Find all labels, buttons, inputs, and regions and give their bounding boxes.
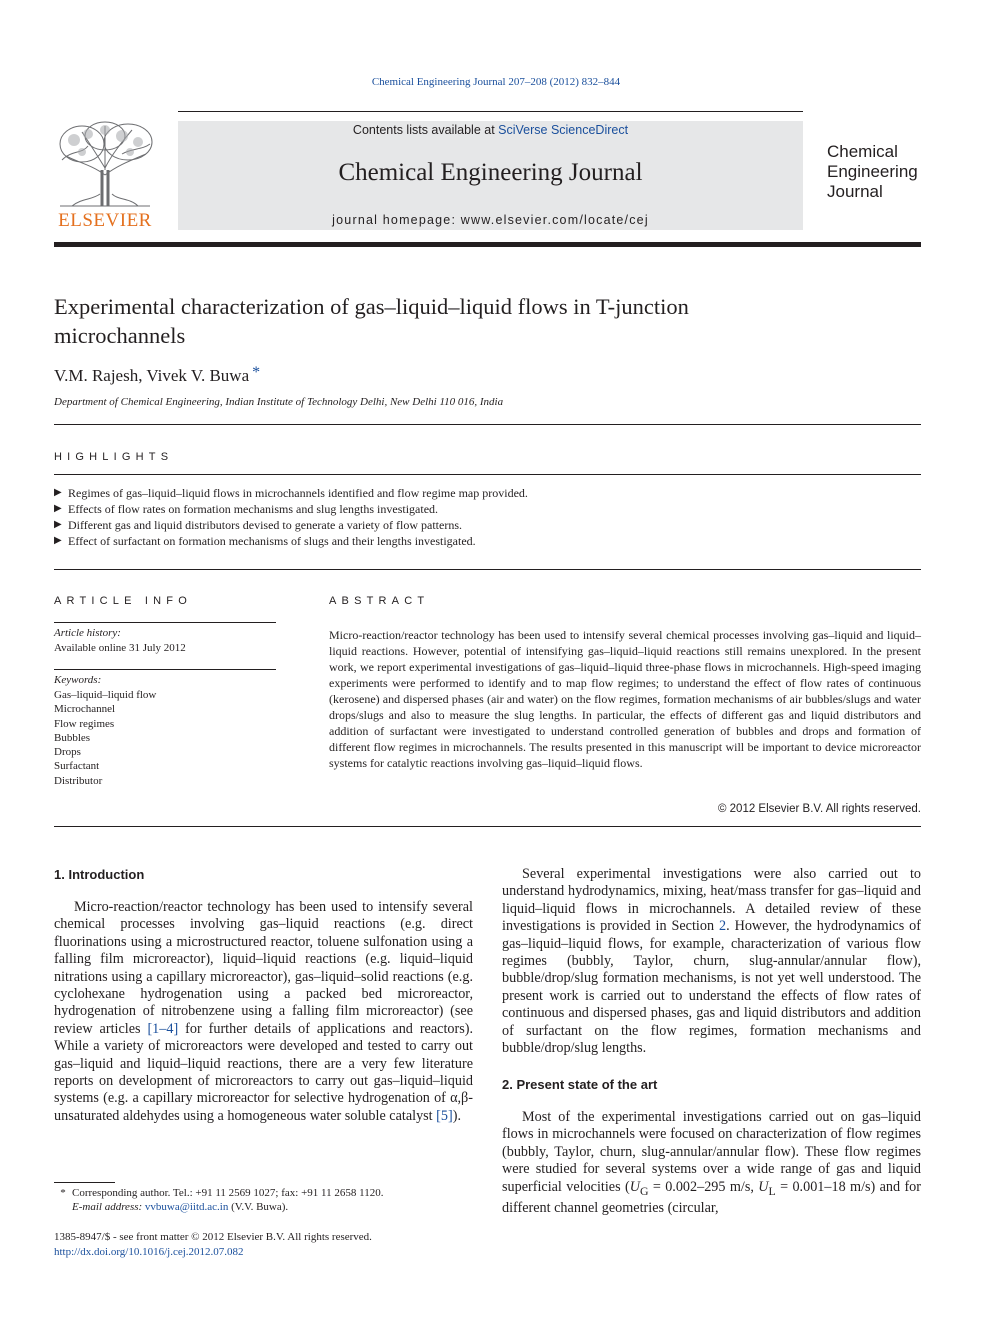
header-rule xyxy=(178,111,803,112)
elsevier-logo xyxy=(52,120,158,232)
text-run: Most of the experimental investigations carried out on gas–liquid flows in microchannels were focused on characterization of flow regimes (bubbly, Taylor, churn, slug-annular/annular flow). These flow regimes were studied for several systems over a wide range of gas and liquid superficial velocities ( xyxy=(502,1109,921,1195)
keywords-list xyxy=(54,688,156,788)
footnote-mark: * xyxy=(60,1187,66,1199)
state-of-art-paragraph xyxy=(502,1109,921,1217)
keywords-rule xyxy=(54,669,276,670)
journal-cover-title xyxy=(827,142,937,202)
text-run: = 0.002–295 m/s, xyxy=(648,1178,759,1195)
cover-title-line: Engineering xyxy=(827,162,918,181)
text-run: . However, the hydrodynamics of gas–liquid–liquid flows, for example, characterization of various flow regimes (bubbly, Taylor, churn, slug-annular/annular flow), bubble/drop/slug formation mechanisms, is not yet well understood. The present work is carried out to understand the effects of flow rates of continuous and dispersed phases, gas and liquid distributors and addition of surfactant on the flow regimes, formation mechanisms and bubble/drop/slug lengths. xyxy=(502,918,921,1057)
highlight-item xyxy=(54,501,921,517)
keyword: Drops xyxy=(54,746,81,759)
copyright-notice: © 2012 Elsevier B.V. All rights reserved. xyxy=(717,803,921,815)
journal-masthead xyxy=(178,121,803,230)
journal-citation[interactable]: Chemical Engineering Journal 207–208 (2012) 832–844 xyxy=(371,76,621,88)
bullet-triangle-icon: ▶ xyxy=(54,519,62,530)
highlight-text: Different gas and liquid distributors devised to generate a variety of flow patterns. xyxy=(68,518,462,532)
highlight-item xyxy=(54,517,921,533)
contents-prefix: Contents lists available at xyxy=(352,123,499,137)
divider xyxy=(54,424,921,425)
corresponding-author-footnote xyxy=(54,1186,383,1201)
keyword: Gas–liquid–liquid flow xyxy=(54,689,157,701)
sciencedirect-link[interactable]: SciVerse ScienceDirect xyxy=(498,123,629,137)
subscript: G xyxy=(639,1183,649,1198)
email-footnote xyxy=(54,1200,288,1215)
issn-line: 1385-8947/$ - see front matter © 2012 Elsevier B.V. All rights reserved. xyxy=(54,1231,372,1243)
journal-homepage[interactable]: journal homepage: www.elsevier.com/locate/cej xyxy=(332,213,649,227)
footnote-text: Corresponding author. Tel.: +91 11 2569 1027; fax: +91 11 2658 1120. xyxy=(72,1187,384,1199)
abstract-text: Micro-reaction/reactor technology has been used to intensify several chemical processes involving gas–liquid and liquid–liquid reactions. However, potential of intensifying gas–liquid–liquid reactions still remains unexplored. In the present work, we report experimental investigations of gas–liquid–liquid three-phase flows in microchannels. High-speed imaging experiments were performed to identify and to map flow regimes; to understand the effect of flow rates of continuous (kerosene) and dispersed phases (air and water) on the flow regimes, formation mechanisms of air bubbles/slugs and water drops/slugs and also to measure the slug lengths. In particular, the effects of different gas and liquid distributors and addition of surfactant were investigated to understand controlled generation of bubbles and drops and formation of different flow regimes in microchannels. The results presented in this manuscript will be important to device microreactor systems for catalytic reactions involving gas–liquid–liquid flows. xyxy=(329,628,921,770)
introduction-continued xyxy=(502,866,921,1057)
divider xyxy=(54,569,921,570)
text-run: for further details of applications and reactors). While a variety of microreactors were developed and tested to carry out gas–liquid and liquid–liquid reactions, there are a very few literature reports on development of microreactors to carry out gas–liquid–liquid systems (e.g. a capillary microreactor for selective hydrogenation of α,β-unsaturated aldehydes using a homogeneous water soluble catalyst xyxy=(54,1020,474,1124)
bullet-triangle-icon: ▶ xyxy=(54,535,62,546)
elsevier-wordmark: ELSEVIER xyxy=(58,210,152,231)
text-run: ). xyxy=(452,1107,461,1124)
article-title xyxy=(54,292,914,350)
highlight-item xyxy=(54,485,921,501)
state-of-art-section xyxy=(502,1077,921,1217)
highlight-item xyxy=(54,533,921,549)
affiliation: Department of Chemical Engineering, Indian Institute of Technology Delhi, New Delhi 110 016, India xyxy=(54,396,504,408)
highlight-text: Effect of surfactant on formation mechanisms of slugs and their lengths investigated. xyxy=(68,534,476,548)
reference-link[interactable]: [1–4] xyxy=(147,1020,179,1037)
footnote-rule xyxy=(54,1182,115,1183)
state-of-art-heading: 2. Present state of the art xyxy=(502,1077,658,1092)
divider xyxy=(54,474,921,475)
introduction-heading: 1. Introduction xyxy=(54,867,145,882)
keyword: Flow regimes xyxy=(54,717,115,730)
introduction-section xyxy=(54,867,473,1125)
reference-link[interactable]: [5] xyxy=(436,1107,453,1124)
keyword: Bubbles xyxy=(54,731,91,744)
email-suffix: (V.V. Buwa). xyxy=(228,1201,289,1213)
introduction-paragraph xyxy=(54,899,473,1125)
keyword: Microchannel xyxy=(54,703,116,716)
highlights-list xyxy=(54,485,921,549)
title-line-2: microchannels xyxy=(54,323,186,348)
highlight-text: Regimes of gas–liquid–liquid flows in microchannels identified and flow regime map provided. xyxy=(68,486,528,500)
section-link[interactable]: 2 xyxy=(719,918,727,935)
email-link[interactable]: vvbuwa@iitd.ac.in xyxy=(144,1201,229,1213)
cover-title-line: Chemical xyxy=(827,142,898,161)
text-run: Micro-reaction/reactor technology has been used to intensify several chemical processes involving gas–liquid reactions (e.g. direct fluorinations using a microstructured reactor, toluene sulfonation using a falling film microreactor), liquid–liquid reactions (e.g. liquid–liquid nitrations using a capillary microreactor), gas–liquid–solid reactions (e.g. cyclohexane hydrogenation using a packed bed microreactor, hydrogenation of nitrobenzene using a falling film microreactor) (see review articles xyxy=(54,899,473,1037)
article-info-rule xyxy=(54,622,276,623)
front-matter xyxy=(54,1230,372,1259)
bullet-triangle-icon: ▶ xyxy=(54,487,62,498)
cover-title-line: Journal xyxy=(827,182,883,201)
highlight-text: Effects of flow rates on formation mechanisms and slug lengths investigated. xyxy=(68,502,439,516)
corresponding-author-mark[interactable]: * xyxy=(252,364,261,381)
journal-title: Chemical Engineering Journal xyxy=(338,159,643,186)
symbol: U xyxy=(629,1178,640,1195)
contents-availability xyxy=(178,123,803,137)
introduction-paragraph xyxy=(502,866,921,1057)
doi-link[interactable]: http://dx.doi.org/10.1016/j.cej.2012.07.082 xyxy=(54,1245,244,1258)
bullet-triangle-icon: ▶ xyxy=(54,503,62,514)
divider xyxy=(54,826,921,827)
authors-text: V.M. Rajesh, Vivek V. Buwa xyxy=(54,366,250,385)
keyword: Distributor xyxy=(54,774,103,787)
article-history-label: Article history: xyxy=(54,627,121,639)
author-list xyxy=(54,364,260,386)
symbol: U xyxy=(758,1178,769,1195)
keywords-label: Keywords: xyxy=(54,674,102,686)
subscript: L xyxy=(768,1183,776,1198)
text-run: = 0.001–18 m/s) and for different channel geometries (circular, xyxy=(502,1178,921,1216)
text-run: Several experimental investigations were also carried out to understand hydrodynamics, mixing, heat/mass transfer for gas–liquid and liquid–liquid flows in microchannels. A detailed review of these investigations is provided in Section xyxy=(502,866,921,935)
keyword: Surfactant xyxy=(54,760,100,773)
header-divider xyxy=(54,242,921,247)
highlights-heading: HIGHLIGHTS xyxy=(54,451,174,463)
article-info-heading: ARTICLE INFO xyxy=(54,595,192,607)
title-line-1: Experimental characterization of gas–liquid–liquid flows in T-junction xyxy=(54,294,689,319)
article-history-value: Available online 31 July 2012 xyxy=(54,642,186,654)
email-label: E-mail address: xyxy=(72,1201,145,1213)
abstract-heading: ABSTRACT xyxy=(329,595,430,607)
elsevier-tree-icon xyxy=(52,120,158,208)
